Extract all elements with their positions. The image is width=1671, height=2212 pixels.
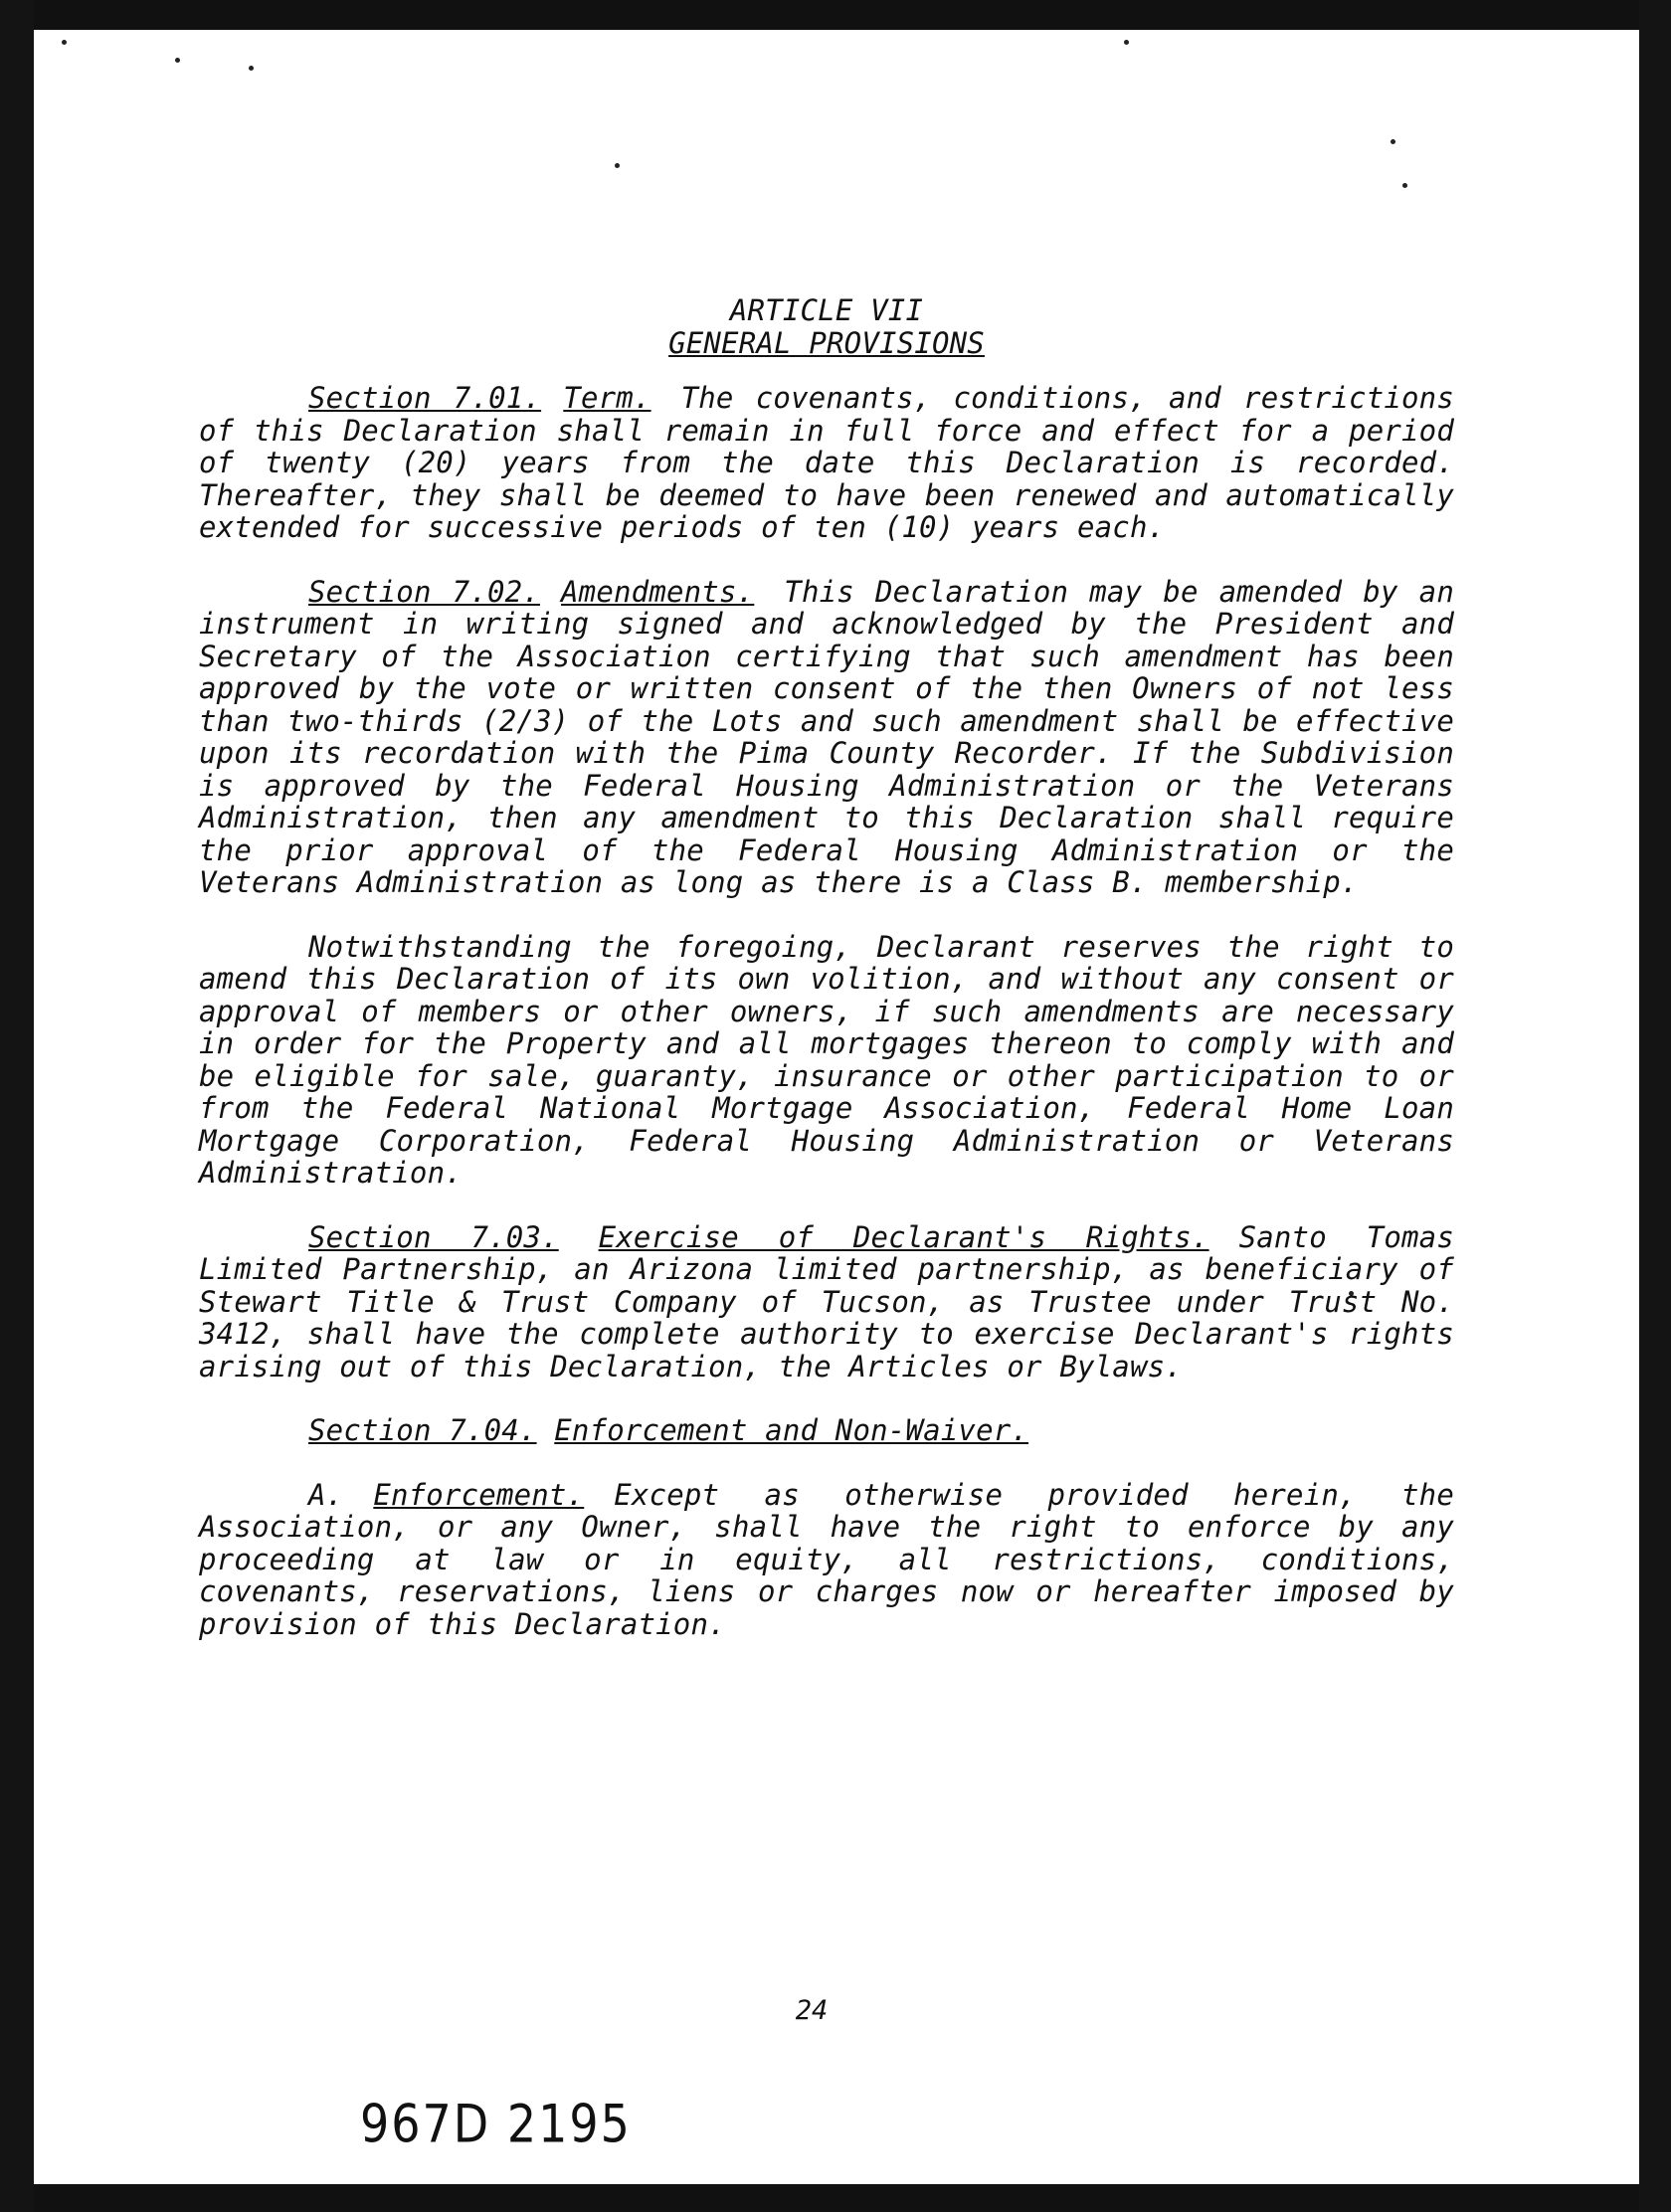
- scan-speck: [1402, 183, 1407, 188]
- section-text: Santo Tomas Limited Partnership, an Arizona limited partnership, as beneficiary of Stewart Title & Trust Company of Tucson, as Trustee under Trust No. 3412, shall have the complete authority to exercise Declarant's rights arising out of this Declaration, the Articles or Bylaws.: [199, 1219, 1454, 1383]
- section-7-03: [199, 1221, 1454, 1383]
- section-heading: Exercise of Declarant's Rights.: [598, 1219, 1209, 1254]
- scan-speck: [62, 40, 67, 45]
- article-number: ARTICLE VII: [729, 293, 924, 327]
- section-heading: Enforcement and Non-Waiver.: [554, 1413, 1029, 1447]
- section-label: Section 7.02.: [308, 574, 540, 609]
- section-text: Notwithstanding the foregoing, Declarant reserves the right to amend this Declaration of its own volition, and without any consent or approval of members or other owners, if such amendments are necessary in order for the Property and all mortgages thereon to comply with and be eligible for sale, guaranty, insurance or other participation to or from the Federal National Mortgage Association, Federal Home Loan Mortgage Corporation, Federal Housing Administration or Veterans Administration.: [199, 929, 1454, 1190]
- subsection-label: A.: [308, 1477, 344, 1512]
- subsection-heading: Enforcement.: [373, 1477, 585, 1512]
- article-header: [199, 294, 1454, 360]
- scan-border-top: [0, 0, 1671, 30]
- section-text: The covenants, conditions, and restrictions of this Declaration shall remain in full force and effect for a period of twenty (20) years from the date this Declaration is recorded. Thereafter, they shall be deemed to have been renewed and automatically extended for successive periods of ten (10) years each.: [199, 381, 1455, 544]
- scan-speck: [1124, 40, 1129, 45]
- record-stamp: 967D 2195: [360, 2092, 632, 2155]
- scan-speck: [615, 163, 620, 168]
- section-7-02-notwithstanding: [199, 931, 1454, 1190]
- article-title: GENERAL PROVISIONS: [668, 326, 985, 360]
- section-7-04-a: [199, 1479, 1454, 1641]
- section-label: Section 7.01.: [308, 381, 542, 415]
- scan-border-right: [1639, 0, 1671, 2212]
- document-body: [199, 294, 1454, 1672]
- section-7-01: [199, 382, 1454, 544]
- scan-border-bottom: [0, 2184, 1671, 2212]
- page-number: 24: [795, 1995, 829, 2026]
- scan-border-left: [0, 0, 34, 2212]
- section-heading: Amendments.: [561, 574, 755, 609]
- scan-speck: [175, 58, 180, 63]
- scan-speck: [249, 66, 254, 71]
- section-7-02: [199, 576, 1454, 899]
- section-text: This Declaration may be amended by an instrument in writing signed and acknowledged by the President and Secretary of the Association certifying that such amendment has been approved by the vote or written consent of the then Owners of not less than two-thirds (2/3) of the Lots and such amendment shall be effective upon its recordation with the Pima County Recorder. If the Subdivision is approved by the Federal Housing Administration or the Veterans Administration, then any amendment to this Declaration shall require the prior approval of the Federal Housing Administration or the Veterans Administration as long as there is a Class B. membership.: [199, 574, 1454, 899]
- section-7-04: [199, 1414, 1454, 1447]
- section-label: Section 7.03.: [308, 1219, 559, 1254]
- section-heading: Term.: [563, 381, 651, 415]
- section-label: Section 7.04.: [308, 1413, 537, 1447]
- scan-speck: [1391, 139, 1395, 144]
- section-text: Except as otherwise provided herein, the Association, or any Owner, shall have the right to enforce by any proceeding at law or in equity, all restrictions, conditions, covenants, reservations, liens or charges now or hereafter imposed by provision of this Declaration.: [199, 1477, 1454, 1641]
